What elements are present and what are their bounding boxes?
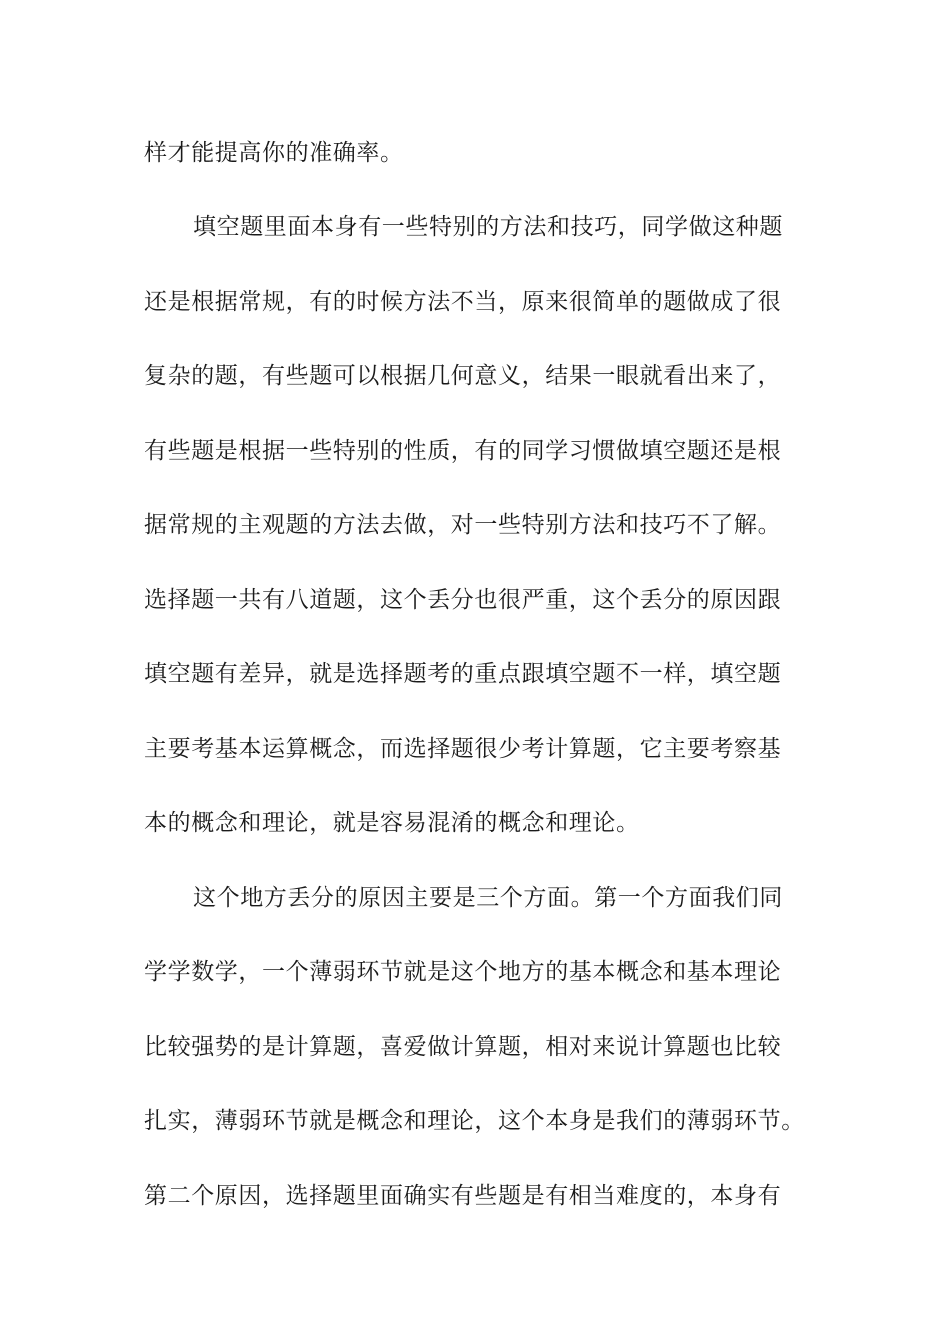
text-line: 比较强势的是计算题，喜爱做计算题，相对来说计算题也比较 <box>144 1034 782 1060</box>
text-line: 样才能提高你的准确率。 <box>144 140 404 166</box>
text-line: 学学数学，一个薄弱环节就是这个地方的基本概念和基本理论 <box>144 959 782 985</box>
text-line: 据常规的主观题的方法去做，对一些特别方法和技巧不了解。 <box>144 512 782 538</box>
text-line: 第二个原因，选择题里面确实有些题是有相当难度的，本身有 <box>144 1183 782 1209</box>
text-line: 本的概念和理论，就是容易混淆的概念和理论。 <box>144 810 640 836</box>
text-line: 填空题有差异，就是选择题考的重点跟填空题不一样，填空题 <box>144 661 782 687</box>
text-line: 还是根据常规，有的时候方法不当，原来很简单的题做成了很 <box>144 289 782 315</box>
text-line: 扎实，薄弱环节就是概念和理论，这个本身是我们的薄弱环节。 <box>144 1108 805 1134</box>
text-line: 选择题一共有八道题，这个丢分也很严重，这个丢分的原因跟 <box>144 587 782 613</box>
text-line: 主要考基本运算概念，而选择题很少考计算题，它主要考察基 <box>144 736 782 762</box>
text-line: 复杂的题，有些题可以根据几何意义，结果一眼就看出来了， <box>144 363 782 389</box>
text-line: 有些题是根据一些特别的性质，有的同学习惯做填空题还是根 <box>144 438 782 464</box>
paragraph-start-line: 这个地方丢分的原因主要是三个方面。第一个方面我们同 <box>193 885 783 911</box>
paragraph-start-line: 填空题里面本身有一些特别的方法和技巧，同学做这种题 <box>193 214 783 240</box>
